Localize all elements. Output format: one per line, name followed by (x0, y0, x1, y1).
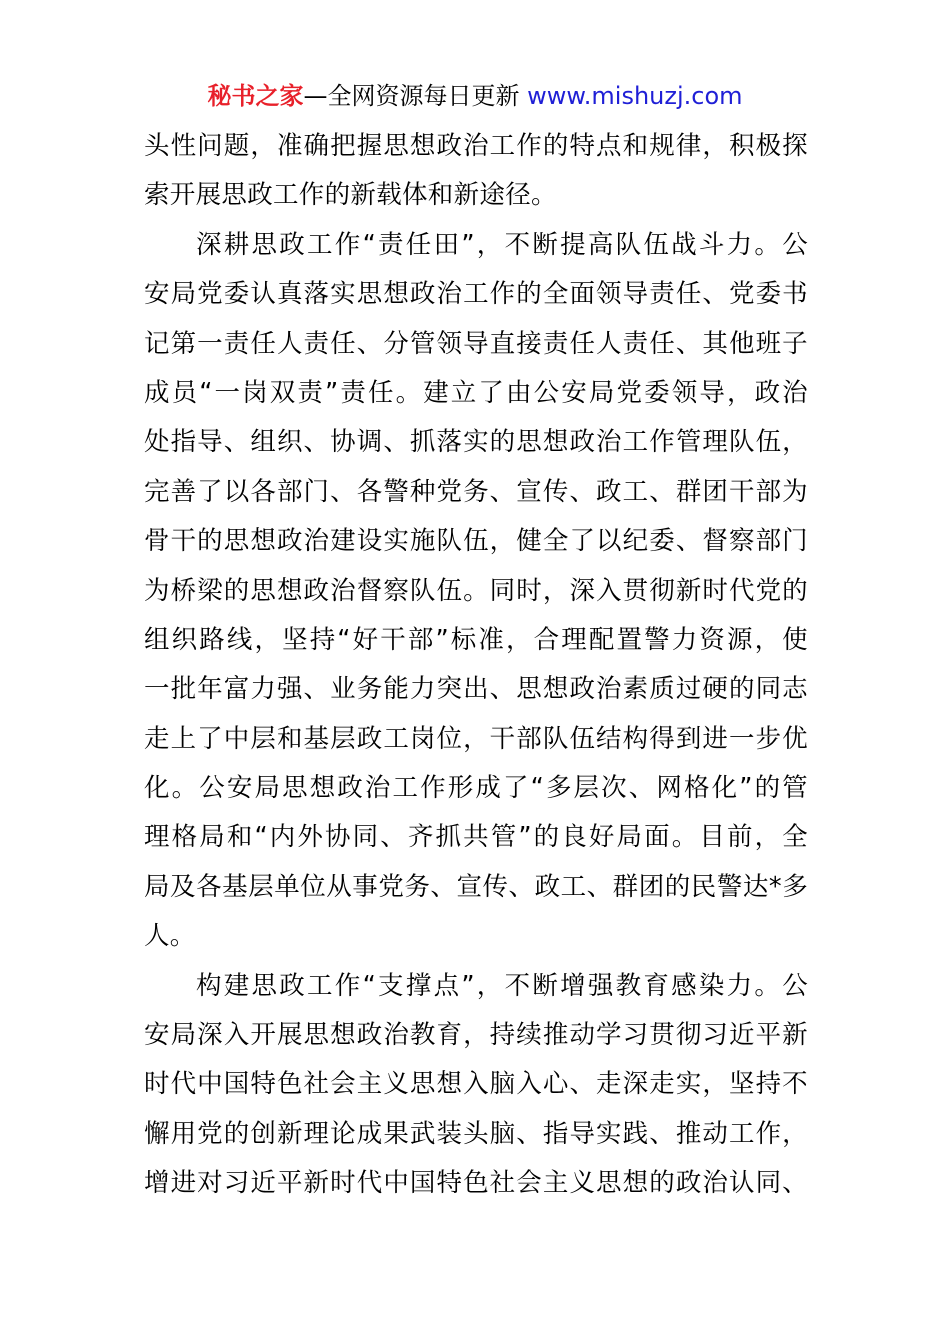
text-line: 化。公安局思想政治工作形成了“多层次、网格化”的管 (144, 773, 808, 804)
text-line: 骨干的思想政治建设实施队伍，健全了以纪委、督察部门 (144, 526, 808, 557)
document-body (144, 122, 808, 1209)
text-line: 时代中国特色社会主义思想入脑入心、走深走实，坚持不 (144, 1069, 808, 1100)
header-tagline: —全网资源每日更新 (303, 82, 528, 110)
text-line: 完善了以各部门、各警种党务、宣传、政工、群团干部为 (144, 476, 808, 507)
page-header (0, 80, 950, 112)
brand-name: 秘书之家 (207, 82, 304, 110)
text-line: 人。 (144, 921, 196, 952)
text-line: 一批年富力强、业务能力突出、思想政治素质过硬的同志 (144, 674, 808, 705)
text-line: 安局深入开展思想政治教育，持续推动学习贯彻习近平新 (144, 1020, 808, 1051)
text-line: 理格局和“内外协同、齐抓共管”的良好局面。目前，全 (144, 822, 808, 853)
text-line: 懈用党的创新理论成果武装头脑、指导实践、推动工作， (144, 1118, 808, 1149)
text-line: 增进对习近平新时代中国特色社会主义思想的政治认同、 (144, 1168, 808, 1199)
text-line: 局及各基层单位从事党务、宣传、政工、群团的民警达*多 (144, 871, 808, 902)
text-line: 处指导、组织、协调、抓落实的思想政治工作管理队伍， (144, 427, 808, 458)
text-line: 走上了中层和基层政工岗位，干部队伍结构得到进一步优 (144, 723, 808, 754)
text-line: 记第一责任人责任、分管领导直接责任人责任、其他班子 (144, 328, 808, 359)
text-line: 头性问题，准确把握思想政治工作的特点和规律，积极探 (144, 131, 808, 161)
site-url: www.mishuzj.com (527, 82, 743, 110)
text-line: 成员“一岗双责”责任。建立了由公安局党委领导，政治 (144, 377, 808, 408)
text-line: 为桥梁的思想政治督察队伍。同时，深入贯彻新时代党的 (144, 575, 808, 606)
paragraph-start-line: 深耕思政工作“责任田”，不断提高队伍战斗力。公 (196, 229, 808, 260)
text-line: 索开展思政工作的新载体和新途径。 (144, 180, 557, 211)
text-line: 安局党委认真落实思想政治工作的全面领导责任、党委书 (144, 279, 808, 310)
text-line: 组织路线，坚持“好干部”标准，合理配置警力资源，使 (144, 624, 808, 655)
paragraph-start-line: 构建思政工作“支撑点”，不断增强教育感染力。公 (196, 970, 808, 1001)
